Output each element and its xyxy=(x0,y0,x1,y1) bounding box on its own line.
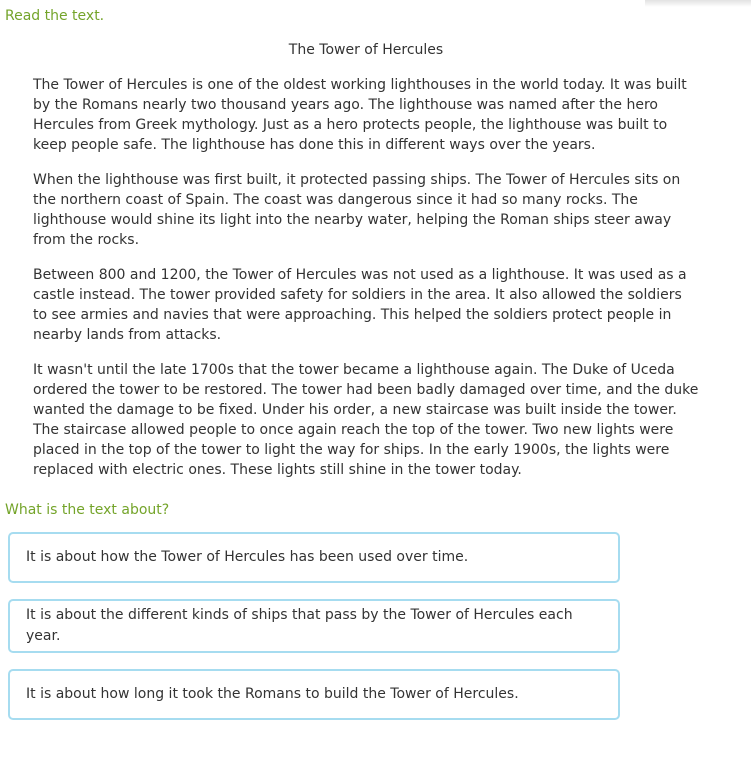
question-text: What is the text about? xyxy=(5,502,170,518)
answer-option-1[interactable] xyxy=(8,532,620,583)
answer-options xyxy=(0,532,751,720)
reading-passage xyxy=(33,40,699,480)
instruction-text: Read the text. xyxy=(5,8,105,24)
passage-title: The Tower of Hercules xyxy=(288,42,444,58)
answer-option-2[interactable] xyxy=(8,599,620,653)
answer-option-1-label: It is about how the Tower of Hercules has been used over time. xyxy=(26,549,469,565)
passage-paragraph-2: When the lighthouse was first built, it protected passing ships. The Tower of Hercules sits on the northern coast of Spain. The coast was dangerous since it had so many rocks. The lighthouse would shine its light into the nearby water, helping the Roman ships steer away from the rocks. xyxy=(33,172,681,248)
passage-paragraph-4: It wasn't until the late 1700s that the tower became a lighthouse again. The Duke of Uceda ordered the tower to be restored. The tower had been badly damaged over time, and the duke wanted the damage to be fixed. Under his order, a new staircase was built inside the tower. The staircase allowed people to once again reach the top of the tower. Two new lights were placed in the top of the tower to light the way for ships. In the early 1900s, the lights were replaced with electric ones. These lights still shine in the tower today. xyxy=(33,362,699,478)
answer-option-3[interactable] xyxy=(8,669,620,720)
answer-option-3-label: It is about how long it took the Romans to build the Tower of Hercules. xyxy=(26,686,519,702)
answer-option-2-label: It is about the different kinds of ships that pass by the Tower of Hercules each year. xyxy=(26,607,573,644)
passage-paragraph-3: Between 800 and 1200, the Tower of Hercules was not used as a lighthouse. It was used as a castle instead. The tower provided safety for soldiers in the area. It also allowed the soldiers to see armies and navies that were approaching. This helped the soldiers protect people in nearby lands from attacks. xyxy=(33,267,687,343)
passage-paragraph-1: The Tower of Hercules is one of the oldest working lighthouses in the world today. It was built by the Romans nearly two thousand years ago. The lighthouse was named after the hero Hercules from Greek mythology. Just as a hero protects people, the lighthouse was built to keep people safe. The lighthouse has done this in different ways over the years. xyxy=(33,77,687,153)
